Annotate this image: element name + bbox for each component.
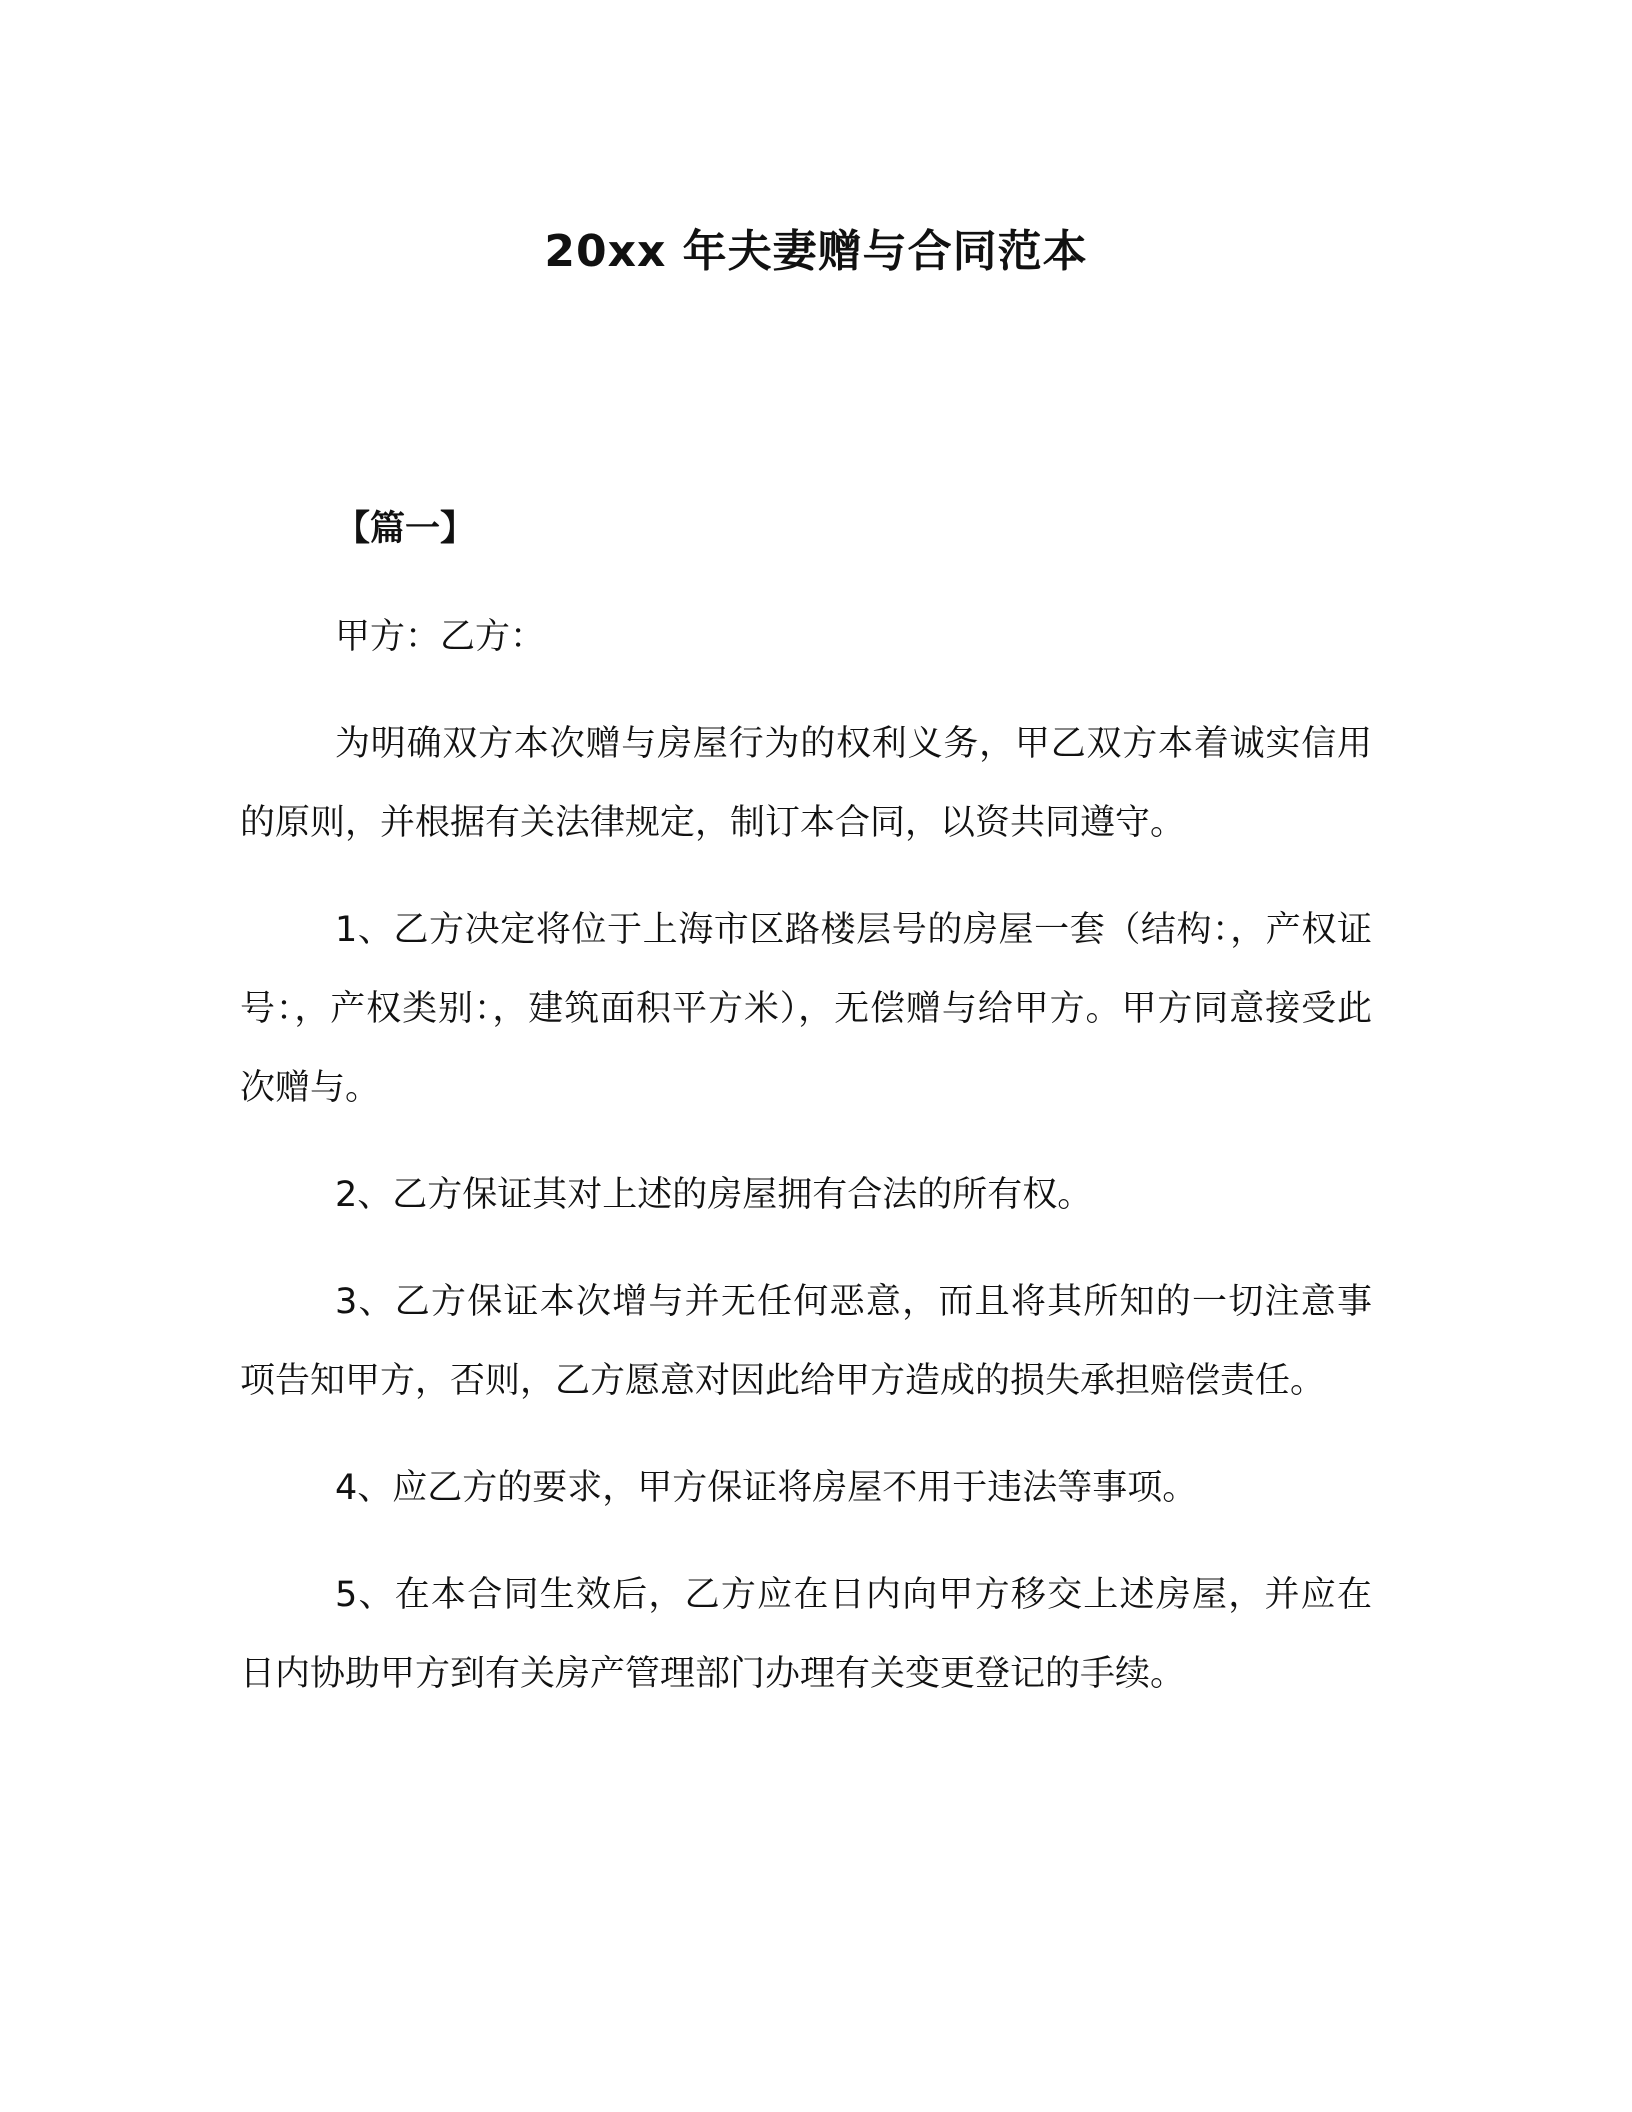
section-heading: 【篇一】 [335, 509, 476, 549]
parties-line: 甲方：乙方： [335, 617, 546, 657]
document-title: 20xx 年夫妻赠与合同范本 [544, 226, 1088, 277]
clause-2: 2、乙方保证其对上述的房屋拥有合法的所有权。 [335, 1175, 1093, 1215]
clause-1: 1、乙方决定将位于上海市区路楼层号的房屋一套（结构：，产权证号：，产权类别：，建筑面积平方米），无偿赠与给甲方。甲方同意接受此次赠与。 [240, 910, 1372, 1108]
clause-4: 4、应乙方的要求，甲方保证将房屋不用于违法等事项。 [335, 1468, 1198, 1508]
paragraph-intro: 为明确双方本次赠与房屋行为的权利义务，甲乙双方本着诚实信用的原则，并根据有关法律规定，制订本合同，以资共同遵守。 [240, 724, 1372, 843]
clause-3: 3、乙方保证本次增与并无任何恶意，而且将其所知的一切注意事项告知甲方，否则，乙方愿意对因此给甲方造成的损失承担赔偿责任。 [240, 1282, 1372, 1401]
clause-5: 5、在本合同生效后，乙方应在日内向甲方移交上述房屋，并应在日内协助甲方到有关房产管理部门办理有关变更登记的手续。 [240, 1575, 1372, 1694]
document-body [240, 490, 1372, 1742]
